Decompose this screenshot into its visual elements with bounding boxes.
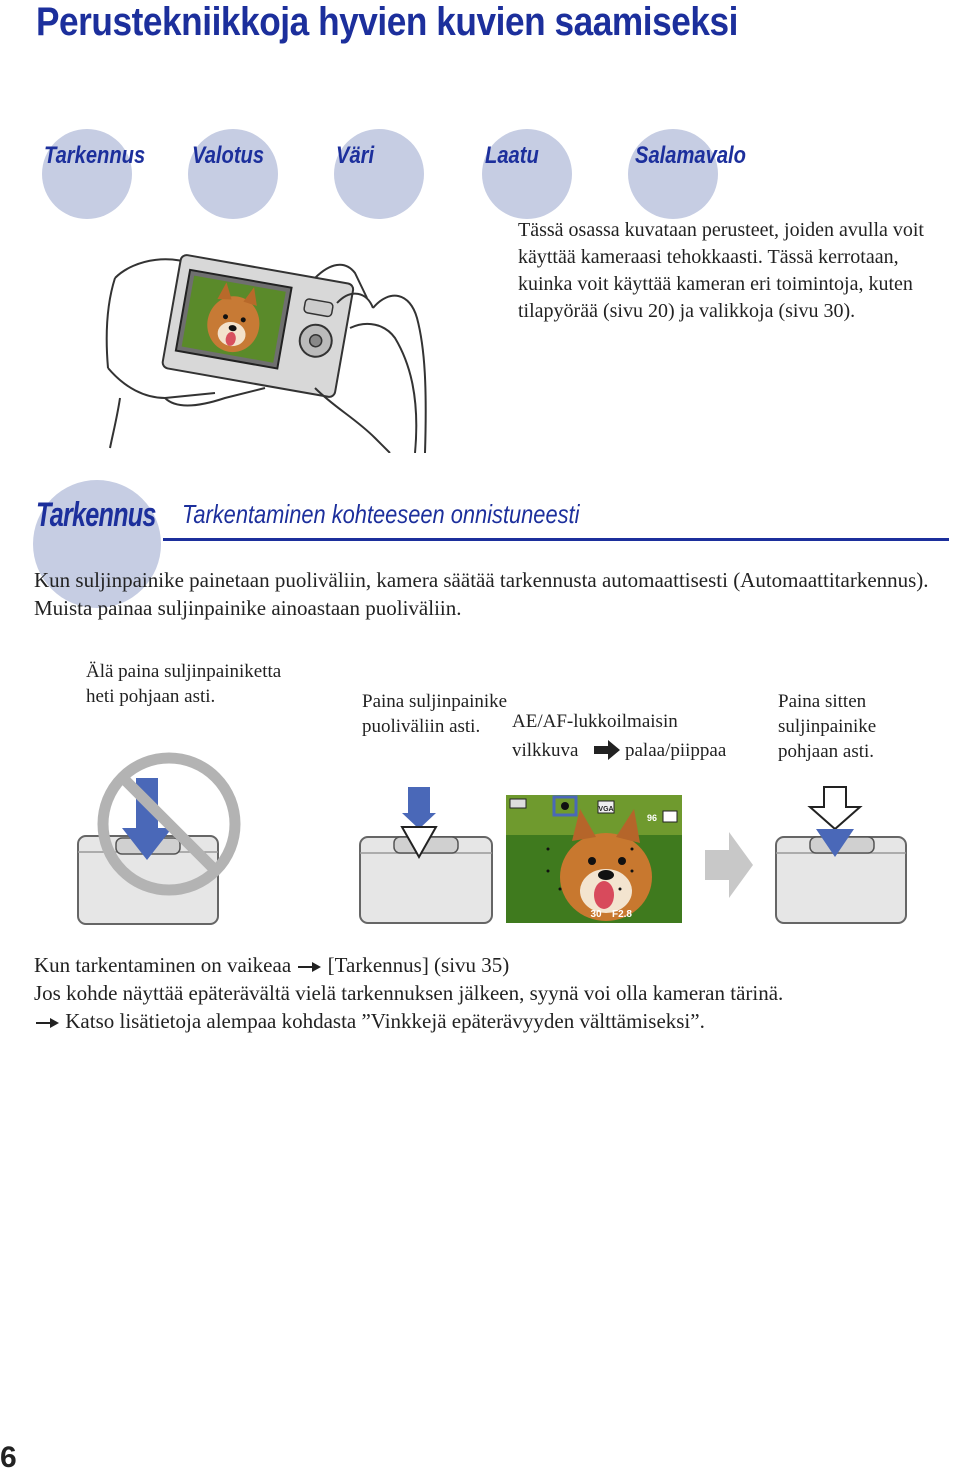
right-arrow-icon	[592, 738, 622, 762]
caption-blinks: vilkkuva	[512, 740, 579, 761]
caption-dont-press: Älä paina suljinpainiketta heti pohjaan asti.	[86, 661, 282, 707]
page-title: Perustekniikkoja hyvien kuvien saamiseksi	[36, 0, 739, 44]
tab-tarkennus[interactable]: Tarkennus	[44, 142, 146, 169]
tips-line-2: Jos kohde näyttää epäterävältä vielä tarkennuksen jälkeen, syynä voi olla kameran tärinä.	[34, 981, 784, 1005]
step-half-press-illustration	[358, 785, 498, 925]
tips-line-3-text[interactable]: Katso lisätietoja alempaa kohdasta ”Vinkkejä epäterävyyden välttämiseksi”.	[65, 1009, 705, 1033]
section-heading: Tarkentaminen kohteeseen onnistuneesti	[182, 499, 580, 529]
step-dont-press-illustration	[76, 748, 246, 926]
intro-paragraph: Tässä osassa kuvataan perusteet, joiden avulla voit käyttää kameraasi tehokkaasti. Tässä kerrotaan, kuinka voit käyttää kameran eri toimintoja, kuten tilapyörää (sivu 20) ja valikkoja (sivu 30).	[518, 219, 924, 322]
lcd-shutter: 30	[590, 909, 602, 920]
page-number: 6	[0, 1441, 17, 1474]
tips-block	[34, 951, 944, 1035]
caption-half-press: Paina suljinpainike puoliväliin asti.	[362, 691, 508, 737]
section-body: Kun suljinpainike painetaan puoliväliin, kamera säätää tarkennusta automaattisesti (Automaattitarkennus). Muista painaa suljinpainike ainoastaan puoliväliin.	[34, 568, 929, 620]
tips-line-1-link[interactable]: [Tarkennus] (sivu 35)	[327, 953, 510, 977]
caption-lock-indicator: AE/AF-lukkoilmaisin	[512, 711, 678, 732]
lcd-remaining: 96	[646, 813, 658, 823]
step-full-press-illustration	[774, 785, 910, 925]
tab-laatu[interactable]: Laatu	[485, 142, 539, 169]
camera-illustration	[105, 248, 435, 453]
tab-salamavalo[interactable]: Salamavalo	[635, 142, 746, 169]
small-arrow-icon	[34, 1016, 60, 1030]
caption-lights: palaa/piippaa	[625, 740, 727, 761]
next-step-arrow-icon	[705, 830, 755, 900]
tab-vari[interactable]: Väri	[336, 142, 375, 169]
section-label: Tarkennus	[36, 496, 156, 534]
tips-line-3	[34, 1007, 944, 1035]
lcd-image-size: VGA	[598, 806, 614, 813]
caption-full-press: Paina sitten suljinpainike pohjaan asti.	[778, 691, 877, 762]
small-arrow-icon	[296, 960, 322, 974]
tab-valotus[interactable]: Valotus	[192, 142, 265, 169]
tips-line-1-text: Kun tarkentaminen on vaikeaa	[34, 953, 292, 977]
section-rule	[163, 538, 949, 541]
tips-line-1	[34, 951, 944, 979]
lcd-aperture: F2.8	[611, 909, 633, 920]
lcd-screen	[506, 795, 682, 923]
